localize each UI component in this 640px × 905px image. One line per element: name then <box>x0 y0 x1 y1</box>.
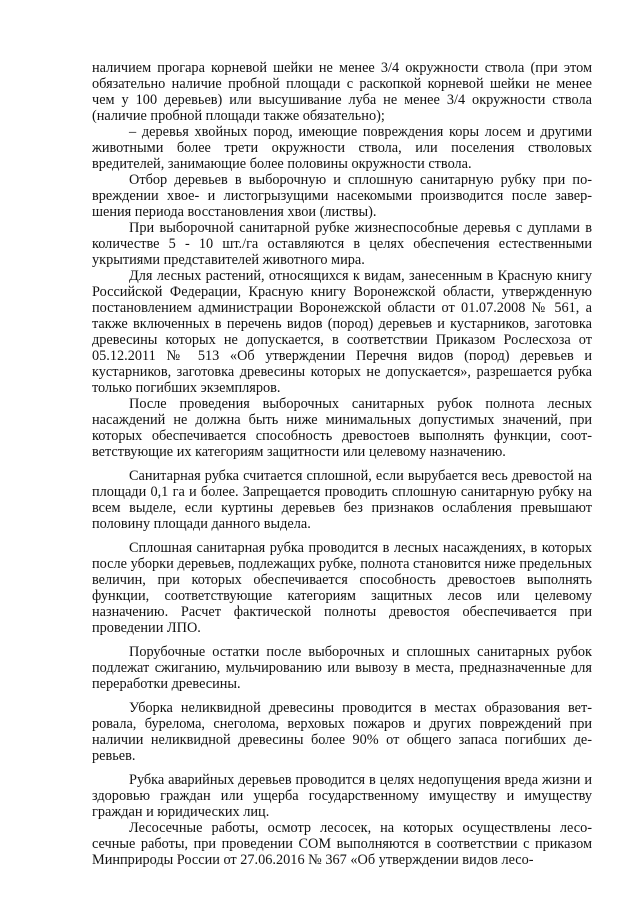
paragraph-12: Лесосечные работы, осмотр лесосек, на которых осуществлены лесосечные работы, при проведении СОМ выполняются в соответствии с приказом Минприроды России от 27.06.2016 № 367 «Об утверждении видов лесо- <box>92 820 592 868</box>
paragraph-8: Сплошная санитарная рубка проводится в лесных насаждениях, в которых после уборки деревьев, подлежащих рубке, полнота становится ниже предельных величин, при которых обеспечивается способность древостоев выполнять функции, соответствующие категориям защитных лесов или целевому назначению. Расчет фактической полноты древостоя обеспечивается при проведении ЛПО. <box>92 540 592 636</box>
paragraph-7: Санитарная рубка считается сплошной, если вырубается весь древостой на площади 0,1 га и более. Запрещается проводить сплошную санитарную рубку на всем выделе, если куртины деревьев без признаков ослабления превышают половину площади данного выдела. <box>92 468 592 532</box>
paragraph-2: – деревья хвойных пород, имеющие повреждения коры лосем и другими животными более трети окружности ствола, или поселения стволовых вредителей, занимающие более половины окружности ствола. <box>92 124 592 172</box>
paragraph-3: Отбор деревьев в выборочную и сплошную санитарную рубку при повреждении хвое- и листогрызущими насекомыми производится после завершения периода восстановления хвои (листвы). <box>92 172 592 220</box>
paragraph-1: наличием прогара корневой шейки не менее 3/4 окружности ствола (при этом обязательно наличие пробной площади с раскопкой корневой шейки не менее чем у 100 деревьев) или высушивание луба не менее 3/4 окружности ствола (наличие пробной площади также обязательно); <box>92 60 592 124</box>
paragraph-10: Уборка неликвидной древесины проводится в местах образования ветровала, бурелома, снеголома, верховых пожаров и других повреждений при наличии неликвидной древесины более 90% от общего запаса погибших деревьев. <box>92 700 592 764</box>
paragraph-9: Порубочные остатки после выборочных и сплошных санитарных рубок подлежат сжиганию, мульчированию или вывозу в места, предназначенные для переработки древесины. <box>92 644 592 692</box>
document-page <box>92 60 592 868</box>
paragraph-6: После проведения выборочных санитарных рубок полнота лесных насаждений не должна быть ниже минимальных допустимых значений, при которых обеспечивается способность древостоев выполнять функции, соответствующие их категориям защитности или целевому назначению. <box>92 396 592 460</box>
paragraph-5: Для лесных растений, относящихся к видам, занесенным в Красную книгу Российской Федерации, Красную книгу Воронежской области, утвержденную постановлением администрации Воронежской области от 01.07.2008 № 561, а также включенных в перечень видов (пород) деревьев и кустарников, заготовка древесины которых не допускается, в соответствии Приказом Рослесхоза от 05.12.2011 № 513 «Об утверждении Перечня видов (пород) деревьев и кустарников, заготовка древесины которых не допускается», разрешается рубка только погибших экземпляров. <box>92 268 592 396</box>
paragraph-11: Рубка аварийных деревьев проводится в целях недопущения вреда жизни и здоровью граждан или ущерба государственному имуществу и имуществу граждан и юридических лиц. <box>92 772 592 820</box>
paragraph-4: При выборочной санитарной рубке жизнеспособные деревья с дуплами в количестве 5 - 10 шт./га оставляются в целях обеспечения естественными укрытиями представителей животного мира. <box>92 220 592 268</box>
